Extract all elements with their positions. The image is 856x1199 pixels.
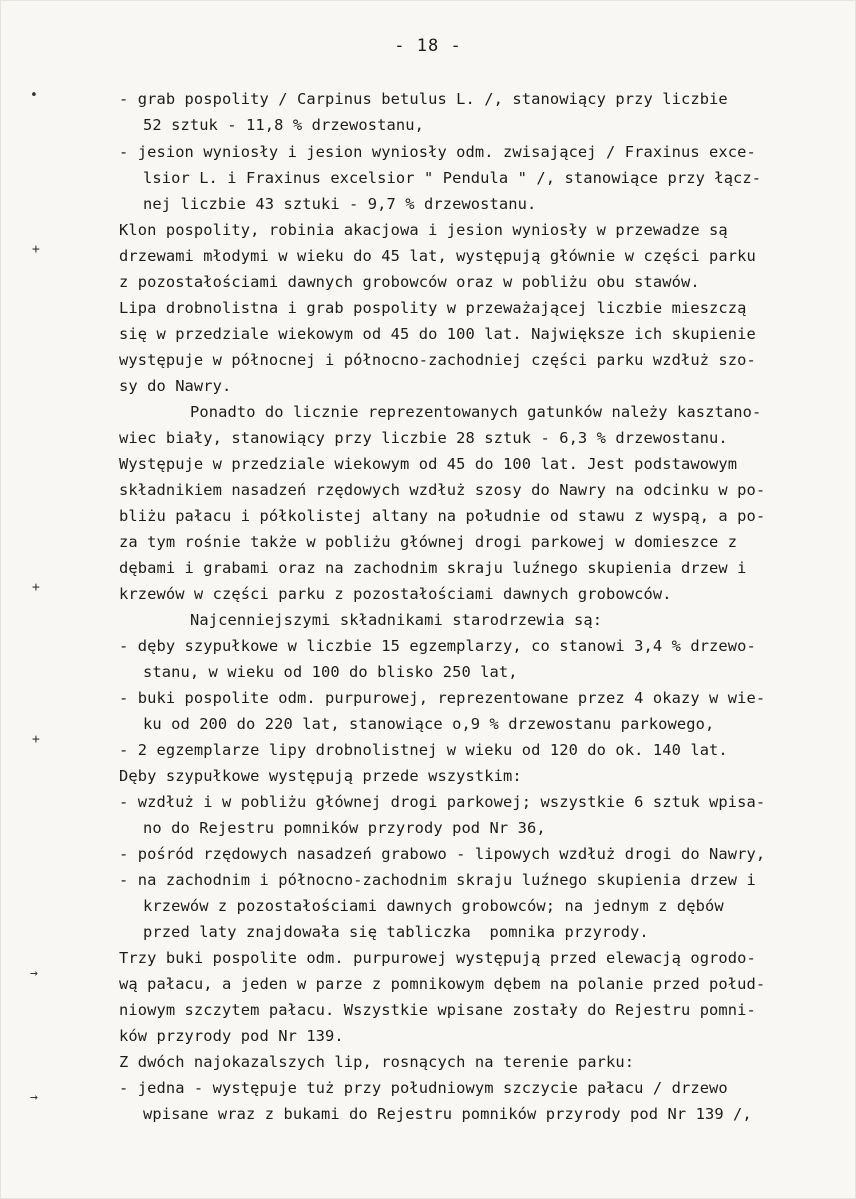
text-line: ku od 200 do 220 lat, stanowiące o,9 % drzewostanu parkowego, <box>143 715 715 733</box>
text-line: no do Rejestru pomników przyrody pod Nr 36, <box>143 819 546 837</box>
text-line: - buki pospolite odm. purpurowej, reprezentowane przez 4 okazy w wie- <box>119 689 766 707</box>
text-line: nej liczbie 43 sztuki - 9,7 % drzewostanu. <box>143 195 537 213</box>
text-line: - na zachodnim i północno-zachodnim skraju luźnego skupienia drzew i <box>119 871 756 889</box>
text-line: wiec biały, stanowiący przy liczbie 28 sztuk - 6,3 % drzewostanu. <box>119 429 728 447</box>
margin-mark: • <box>30 88 38 103</box>
text-line: występuje w północnej i północno-zachodniej części parku wzdłuż szo- <box>119 351 756 369</box>
text-line: dębami i grabami oraz na zachodnim skraju luźnego skupienia drzew i <box>119 559 747 577</box>
text-line: wą pałacu, a jeden w parze z pomnikowym dębem na polanie przed połud- <box>119 975 766 993</box>
margin-mark: → <box>30 966 38 981</box>
text-line: - wzdłuż i w pobliżu głównej drogi parkowej; wszystkie 6 sztuk wpisa- <box>119 793 766 811</box>
text-line: Z dwóch najokazalszych lip, rosnących na terenie parku: <box>119 1053 635 1071</box>
margin-mark: → <box>30 1090 38 1105</box>
margin-mark: + <box>32 242 40 257</box>
text-line: krzewów z pozostałościami dawnych grobowców; na jednym z dębów <box>143 897 724 915</box>
text-line: - 2 egzemplarze lipy drobnolistnej w wieku od 120 do ok. 140 lat. <box>119 741 728 759</box>
text-line: - jedna - występuje tuż przy południowym szczycie pałacu / drzewo <box>119 1079 728 1097</box>
text-line: Klon pospolity, robinia akacjowa i jesion wyniosły w przewadze są <box>119 221 728 239</box>
text-line: 52 sztuk - 11,8 % drzewostanu, <box>143 116 424 134</box>
text-line: Dęby szypułkowe występują przede wszystkim: <box>119 767 522 785</box>
margin-mark: + <box>32 732 40 747</box>
text-line: za tym rośnie także w pobliżu głównej drogi parkowej w domieszce z <box>119 533 738 551</box>
text-line: lsior L. i Fraxinus excelsior " Pendula " /, stanowiące przy łącz- <box>143 169 762 187</box>
text-line: składnikiem nasadzeń rzędowych wzdłuż szosy do Nawry na odcinku w po- <box>119 481 766 499</box>
text-line: - grab pospolity / Carpinus betulus L. /, stanowiący przy liczbie <box>119 90 728 108</box>
text-line: sy do Nawry. <box>119 377 232 395</box>
text-line: - dęby szypułkowe w liczbie 15 egzemplarzy, co stanowi 3,4 % drzewo- <box>119 637 756 655</box>
text-line: się w przedziale wiekowym od 45 do 100 lat. Największe ich skupienie <box>119 325 756 343</box>
text-line: - pośród rzędowych nasadzeń grabowo - lipowych wzdłuż drogi do Nawry, <box>119 845 766 863</box>
text-line: wpisane wraz z bukami do Rejestru pomników przyrody pod Nr 139 /, <box>143 1105 752 1123</box>
page-number: - 18 - <box>394 36 462 56</box>
text-line: przed laty znajdowała się tabliczka pomnika przyrody. <box>143 923 649 941</box>
text-line: Występuje w przedziale wiekowym od 45 do 100 lat. Jest podstawowym <box>119 455 738 473</box>
text-line: stanu, w wieku od 100 do blisko 250 lat, <box>143 663 518 681</box>
text-line: Najcenniejszymi składnikami starodrzewia są: <box>190 611 603 629</box>
text-line: Lipa drobnolistna i grab pospolity w przeważającej liczbie mieszczą <box>119 299 747 317</box>
margin-mark: + <box>32 580 40 595</box>
text-line: Ponadto do licznie reprezentowanych gatunków należy kasztano- <box>190 403 762 421</box>
text-line: krzewów w części parku z pozostałościami dawnych grobowców. <box>119 585 672 603</box>
text-line: niowym szczytem pałacu. Wszystkie wpisane zostały do Rejestru pomni- <box>119 1001 756 1019</box>
text-line: z pozostałościami dawnych grobowców oraz w pobliżu obu stawów. <box>119 273 700 291</box>
text-line: bliżu pałacu i półkolistej altany na południe od stawu z wyspą, a po- <box>119 507 766 525</box>
text-line: drzewami młodymi w wieku do 45 lat, występują głównie w części parku <box>119 247 756 265</box>
text-line: Trzy buki pospolite odm. purpurowej występują przed elewacją ogrodo- <box>119 949 756 967</box>
text-line: ków przyrody pod Nr 139. <box>119 1027 344 1045</box>
text-line: - jesion wyniosły i jesion wyniosły odm. zwisającej / Fraxinus exce- <box>119 143 756 161</box>
